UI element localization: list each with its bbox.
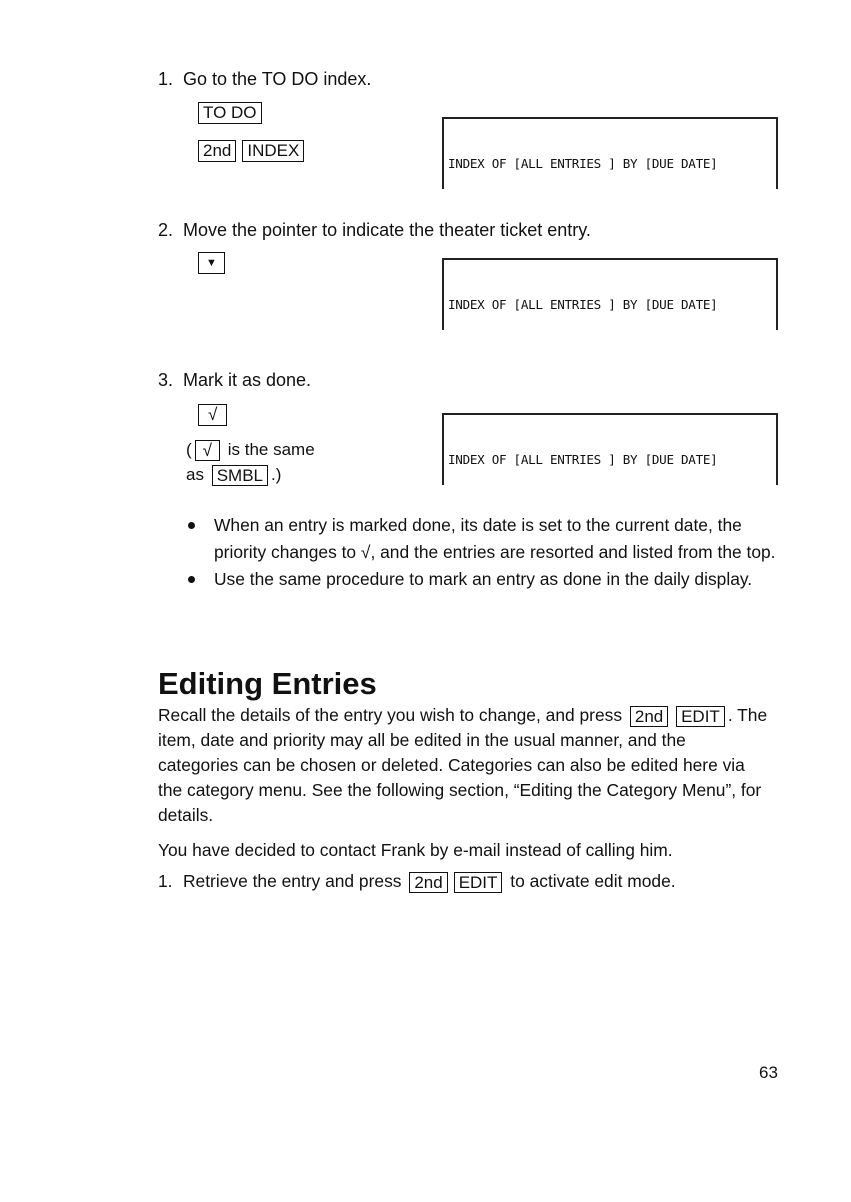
key-edit: EDIT — [454, 872, 503, 893]
bullet-item: When an entry is marked done, its date is set to the current date, the priority changes to √, and the entries are resorted and listed from the top. — [176, 512, 796, 566]
note-open: ( — [186, 440, 192, 459]
key-check-note: √ — [195, 440, 220, 461]
key-edit: EDIT — [676, 706, 725, 727]
check-key — [198, 404, 233, 426]
section-paragraph-1: Recall the details of the entry you wish to change, and press 2nd EDIT . The item, date and priority may all be edited in the usual manner, and the categories can be chosen or deleted. Categories can also be edited here via the category menu. See the following section, “Editing the Category Menu”, for details. — [158, 705, 768, 825]
key-todo: TO DO — [198, 102, 262, 124]
bullet-list — [176, 512, 796, 593]
step-1-instruction — [158, 68, 371, 90]
step-text: Move the pointer to indicate the theater ticket entry. — [183, 220, 591, 240]
key-note-line2 — [186, 464, 281, 486]
lcd-screen-step1 — [442, 117, 778, 189]
note-text: is the same — [227, 440, 315, 459]
step-text: Go to the TO DO index. — [183, 69, 372, 89]
down-key — [198, 252, 231, 274]
bullet-item: Use the same procedure to mark an entry as done in the daily display. — [176, 566, 796, 593]
index-keys — [198, 140, 310, 162]
key-smbl: SMBL — [212, 465, 268, 486]
step-2-instruction — [158, 219, 591, 241]
page-number: 63 — [759, 1063, 778, 1082]
lcd-header: INDEX OF [ALL ENTRIES ] BY [DUE DATE] — [448, 452, 718, 467]
key-2nd: 2nd — [630, 706, 668, 727]
todo-key — [198, 102, 268, 124]
section-step-1: 1. Retrieve the entry and press 2nd EDIT to activate edit mode. — [158, 871, 676, 892]
bullet-dot — [188, 576, 195, 583]
step-number: 2. — [158, 220, 174, 240]
section-title: Editing Entries — [158, 666, 377, 701]
section-paragraph-2: You have decided to contact Frank by e-mail instead of calling him. — [158, 840, 673, 860]
note-as: as — [186, 465, 204, 484]
key-2nd: 2nd — [198, 140, 236, 162]
lcd-header: INDEX OF [ALL ENTRIES ] BY [DUE DATE] — [448, 156, 718, 171]
key-2nd: 2nd — [409, 872, 447, 893]
note-close: .) — [271, 465, 282, 484]
lcd-header: INDEX OF [ALL ENTRIES ] BY [DUE DATE] — [448, 297, 718, 312]
lcd-screen-step3 — [442, 413, 778, 485]
step-3-instruction — [158, 369, 311, 391]
step-number: 1. — [158, 69, 174, 89]
bullet-dot — [188, 522, 195, 529]
key-check: √ — [198, 404, 227, 426]
key-note — [186, 439, 315, 461]
key-index: INDEX — [242, 140, 304, 162]
key-down: ▼ — [198, 252, 225, 274]
lcd-screen-step2 — [442, 258, 778, 330]
step-number: 3. — [158, 370, 174, 390]
step-text: Mark it as done. — [183, 370, 312, 390]
